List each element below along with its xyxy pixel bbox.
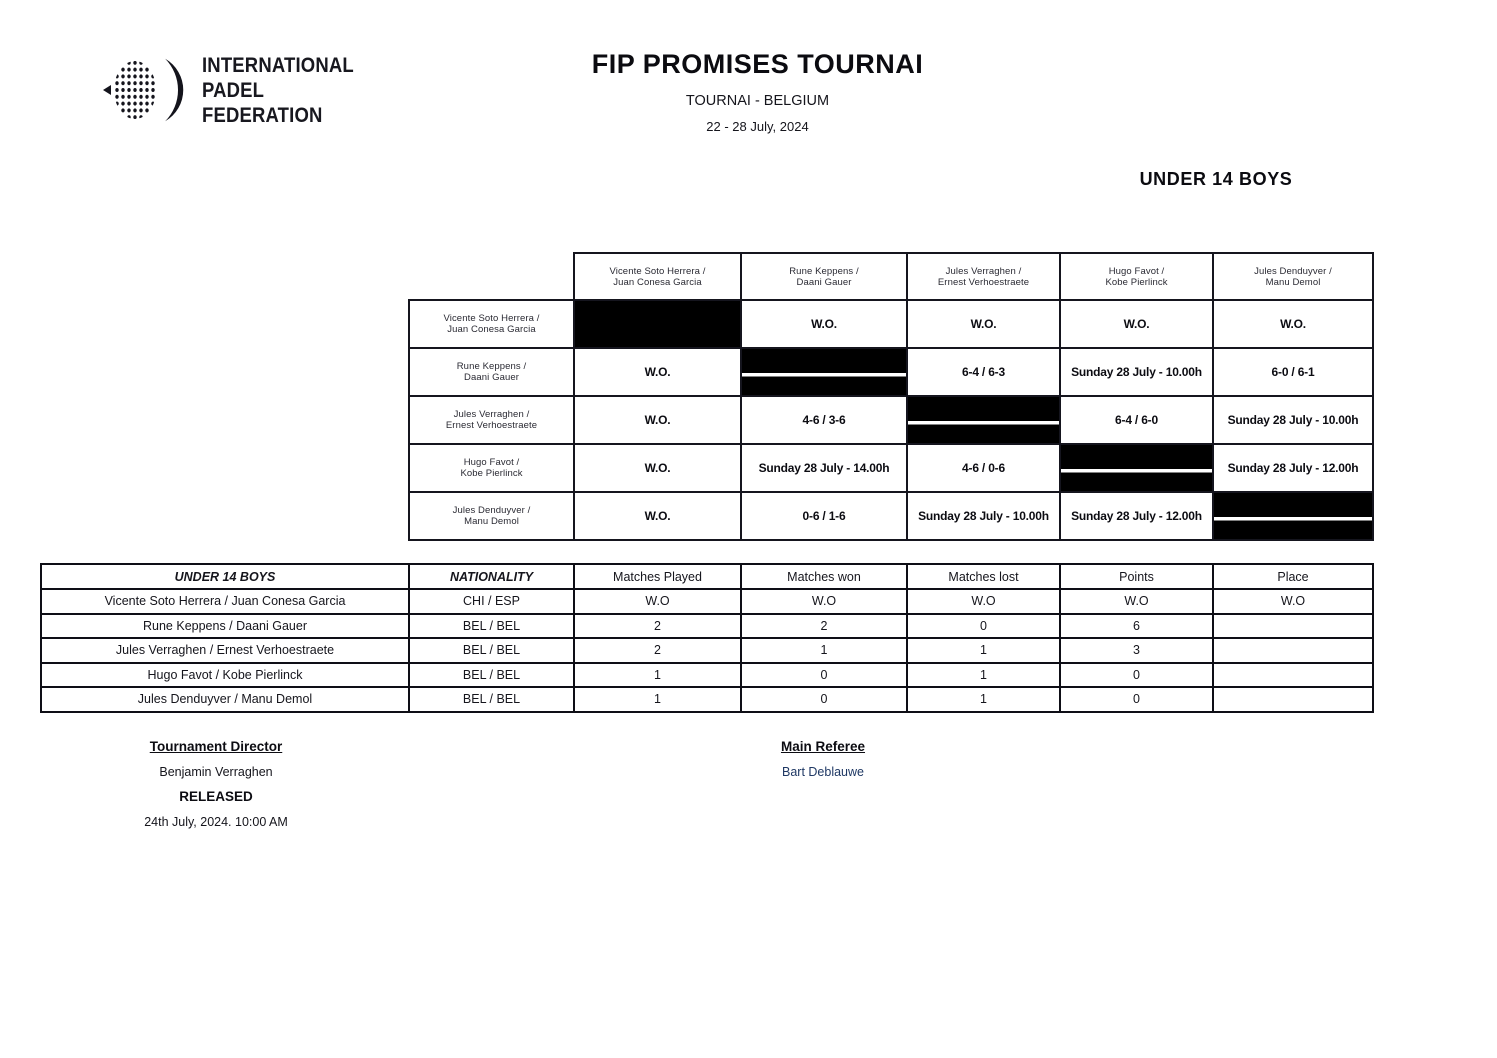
standings-won: 2 xyxy=(741,614,907,639)
standings-won: 0 xyxy=(741,663,907,688)
standings-header-played: Matches Played xyxy=(574,564,741,589)
standings-lost: 1 xyxy=(907,687,1060,712)
standings-played: 2 xyxy=(574,638,741,663)
diagonal-cell xyxy=(1060,444,1213,492)
team-name-line: Juan Conesa Garcia xyxy=(613,276,702,288)
match-cell: W.O. xyxy=(574,444,741,492)
grid-corner-cell xyxy=(409,253,574,300)
standings-row xyxy=(41,638,1373,663)
match-cell: W.O. xyxy=(574,396,741,444)
standings-header-won: Matches won xyxy=(741,564,907,589)
match-cell: Sunday 28 July - 10.00h xyxy=(1213,396,1373,444)
standings-points: W.O xyxy=(1060,589,1213,614)
standings-header-place: Place xyxy=(1213,564,1373,589)
standings-lost: 0 xyxy=(907,614,1060,639)
diagonal-cell xyxy=(741,348,907,396)
standings-won: W.O xyxy=(741,589,907,614)
standings-team: Jules Verraghen / Ernest Verhoestraete xyxy=(41,638,409,663)
match-cell: W.O. xyxy=(907,300,1060,348)
team-name-line: Daani Gauer xyxy=(796,276,852,288)
team-name-line: Jules Denduyver / xyxy=(452,505,531,516)
team-name-line: Ernest Verhoestraete xyxy=(937,276,1030,288)
logo-line2: PADEL xyxy=(202,77,265,102)
match-cell: 4-6 / 0-6 xyxy=(907,444,1060,492)
team-name-line: Hugo Favot / xyxy=(463,457,520,468)
standings-played: 1 xyxy=(574,663,741,688)
standings-team: Rune Keppens / Daani Gauer xyxy=(41,614,409,639)
fip-logo xyxy=(103,42,379,138)
match-cell: W.O. xyxy=(574,492,741,540)
standings-place xyxy=(1213,687,1373,712)
standings-header-nationality: NATIONALITY xyxy=(409,564,574,589)
standings-place: W.O xyxy=(1213,589,1373,614)
team-name-line: Jules Verraghen / xyxy=(945,265,1022,277)
standings-header-lost: Matches lost xyxy=(907,564,1060,589)
standings-lost: 1 xyxy=(907,663,1060,688)
tournament-director-block xyxy=(40,739,392,829)
standings-place xyxy=(1213,614,1373,639)
standings-row xyxy=(41,589,1373,614)
tournament-director-label: Tournament Director xyxy=(149,739,283,754)
match-cell: Sunday 28 July - 14.00h xyxy=(741,444,907,492)
team-name-line: Kobe Pierlinck xyxy=(460,468,523,479)
match-cell: W.O. xyxy=(741,300,907,348)
match-cell: W.O. xyxy=(574,348,741,396)
match-cell: 6-4 / 6-0 xyxy=(1060,396,1213,444)
grid-row-header xyxy=(409,444,574,492)
page-title: FIP PROMISES TOURNAI xyxy=(591,49,924,79)
main-referee-name: Bart Deblauwe xyxy=(782,765,864,779)
match-cell: Sunday 28 July - 12.00h xyxy=(1213,444,1373,492)
team-name-line: Vicente Soto Herrera / xyxy=(443,313,540,324)
team-name-line: Rune Keppens / xyxy=(456,361,527,372)
standings-lost: W.O xyxy=(907,589,1060,614)
team-name-line: Manu Demol xyxy=(464,516,519,527)
match-grid xyxy=(408,252,1374,541)
diagonal-cell xyxy=(574,300,741,348)
standings-played: 2 xyxy=(574,614,741,639)
standings-table xyxy=(40,563,1374,713)
standings-header-points: Points xyxy=(1060,564,1213,589)
standings-nationality: BEL / BEL xyxy=(409,687,574,712)
category-title: UNDER 14 BOYS xyxy=(1139,169,1293,189)
standings-nationality: CHI / ESP xyxy=(409,589,574,614)
team-name-line: Jules Denduyver / xyxy=(1254,265,1332,277)
released-datetime: 24th July, 2024. 10:00 AM xyxy=(144,815,288,829)
standings-row xyxy=(41,687,1373,712)
standings-nationality: BEL / BEL xyxy=(409,614,574,639)
team-name-line: Ernest Verhoestraete xyxy=(445,420,538,431)
standings-points: 0 xyxy=(1060,663,1213,688)
team-name-line: Kobe Pierlinck xyxy=(1105,276,1168,288)
match-cell: 6-0 / 6-1 xyxy=(1213,348,1373,396)
standings-header-category: UNDER 14 BOYS xyxy=(41,564,409,589)
standings-team: Jules Denduyver / Manu Demol xyxy=(41,687,409,712)
standings-nationality: BEL / BEL xyxy=(409,638,574,663)
team-name-line: Jules Verraghen / xyxy=(453,409,530,420)
match-cell: 6-4 / 6-3 xyxy=(907,348,1060,396)
grid-col-header xyxy=(741,253,907,300)
main-referee-label: Main Referee xyxy=(780,739,866,754)
team-name-line: Rune Keppens / xyxy=(789,265,859,277)
standings-team: Hugo Favot / Kobe Pierlinck xyxy=(41,663,409,688)
tournament-director-name: Benjamin Verraghen xyxy=(159,765,273,779)
standings-played: 1 xyxy=(574,687,741,712)
grid-col-header xyxy=(1213,253,1373,300)
team-name-line: Hugo Favot / xyxy=(1108,265,1165,277)
team-name-line: Manu Demol xyxy=(1265,276,1321,288)
grid-row-header xyxy=(409,396,574,444)
grid-row-header xyxy=(409,492,574,540)
title-block xyxy=(450,49,1065,134)
standings-points: 6 xyxy=(1060,614,1213,639)
main-referee-block xyxy=(740,739,906,779)
match-cell: W.O. xyxy=(1213,300,1373,348)
match-cell: W.O. xyxy=(1060,300,1213,348)
standings-points: 0 xyxy=(1060,687,1213,712)
standings-team: Vicente Soto Herrera / Juan Conesa Garcia xyxy=(41,589,409,614)
padel-ball-icon xyxy=(103,42,194,138)
standings-place xyxy=(1213,663,1373,688)
dotted-ball-icon xyxy=(114,61,156,119)
grid-col-header xyxy=(907,253,1060,300)
grid-col-header xyxy=(574,253,741,300)
standings-points: 3 xyxy=(1060,638,1213,663)
standings-won: 1 xyxy=(741,638,907,663)
standings-lost: 1 xyxy=(907,638,1060,663)
grid-col-header xyxy=(1060,253,1213,300)
arrow-left-icon xyxy=(103,85,111,95)
logo-line1: INTERNATIONAL xyxy=(202,52,354,77)
team-name-line: Daani Gauer xyxy=(464,372,519,383)
standings-place xyxy=(1213,638,1373,663)
match-cell: Sunday 28 July - 10.00h xyxy=(1060,348,1213,396)
match-cell: 0-6 / 1-6 xyxy=(741,492,907,540)
match-cell: 4-6 / 3-6 xyxy=(741,396,907,444)
standings-row xyxy=(41,663,1373,688)
team-name-line: Vicente Soto Herrera / xyxy=(609,265,706,277)
standings-row xyxy=(41,614,1373,639)
tournament-dates: 22 - 28 July, 2024 xyxy=(706,119,809,134)
grid-row-header xyxy=(409,300,574,348)
standings-won: 0 xyxy=(741,687,907,712)
logo-text xyxy=(202,53,354,128)
crescent-arc-icon xyxy=(158,35,194,145)
standings-nationality: BEL / BEL xyxy=(409,663,574,688)
standings-played: W.O xyxy=(574,589,741,614)
diagonal-cell xyxy=(907,396,1060,444)
tournament-location: TOURNAI - BELGIUM xyxy=(685,93,830,109)
grid-row-header xyxy=(409,348,574,396)
match-cell: Sunday 28 July - 12.00h xyxy=(1060,492,1213,540)
diagonal-cell xyxy=(1213,492,1373,540)
team-name-line: Juan Conesa Garcia xyxy=(447,324,536,335)
released-label: RELEASED xyxy=(179,789,253,804)
match-cell: Sunday 28 July - 10.00h xyxy=(907,492,1060,540)
logo-line3: FEDERATION xyxy=(202,102,323,127)
